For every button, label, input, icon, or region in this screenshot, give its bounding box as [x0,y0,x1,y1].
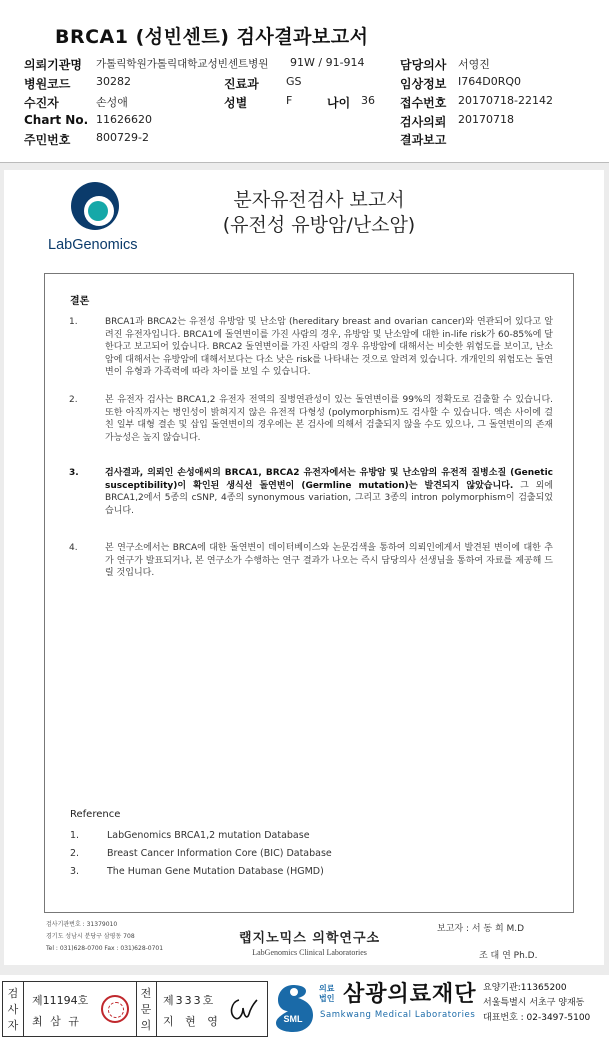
item-text: 본 연구소에서는 BRCA에 대한 돌연변이 데이터베이스와 논문검색을 통하여 의뢰인에게서 발견된 변이에 대한 추가 연구가 발표되거나, 본 연구소가 수행하는 연구 결과가 나오는 즉시 담당의사 선생님을 통하여 자료를 제공해 드릴 것입니다. [105,543,553,579]
item-text: BRCA1과 BRCA2는 유전성 유방암 및 난소암 (hereditary breast and ovarian cancer)와 연관되어 있다고 알려진 유전자입니다. BRCA1에 돌연변이를 가진 사람의 경우, 유방암 및 난소암에 대한 in-life risk가 60-85%에 달한다고 보고되어 있습니다. BRCA2 돌연변이를 가진 사람의 경우 유방암에 대해서는 비슷한 위험도를 보이고, 난소암에 대해서는 유방암에 대해서보다는 다소 낮은 risk를 나타내는 것으로 알려져 있습니다. 개개인의 위험도는 돌연변이 유형과 가족력에 따라 차이를 보일 수 있습니다. [105,317,553,378]
header-row-id [0,131,609,149]
header-row-chart [0,113,609,131]
clinical-info-label: 임상정보 [400,77,447,91]
doctor-value: 서영진 [458,58,490,71]
signature-box [2,981,268,1037]
item-text-rest: 그 외에 BRCA1,2에서 5종의 cSNP, 4종의 synonymous variation, 그리고 3종의 intron polymorphism이 검출되었습니다. [105,480,553,516]
main-phone: 대표번호 : 02-3497-5100 [483,1013,591,1023]
lab-address: 경기도 성남시 분당구 삼평동 708 [46,933,135,940]
chart-no-label: Chart No. [24,113,89,127]
lab-name [239,927,380,957]
ward-value: 91W / 91-914 [290,56,365,69]
item-number: 2. [69,395,78,405]
receipt-no-label: 접수번호 [400,96,447,110]
signature-icon [225,994,261,1026]
header-row-hospital [0,75,609,93]
resident-no-value: 800729-2 [96,131,149,144]
examiner-name: 최 삼 규 [32,1015,81,1028]
examiner-label: 검사자 [7,987,19,1032]
foundation-address: 서울특별시 서초구 양재동 [483,998,585,1008]
request-date-value: 20170718 [458,113,514,126]
care-institution-code: 요양기관:11365200 [483,983,567,993]
reference-item [70,830,550,844]
report-title-line1: 분자유전검사 보고서 [233,189,405,211]
receipt-no-value: 20170718-22142 [458,94,553,107]
reference-heading: Reference [70,809,121,820]
reference-text: The Human Gene Mutation Database (HGMD) [107,866,324,877]
legal-line-1: 의료 [319,984,335,993]
logo-text: LabGenomics [48,237,138,253]
examiner-license: 제11194호 [32,994,89,1007]
chart-no-value: 11626620 [96,113,152,126]
divider [136,982,137,1036]
header-row-institution [0,56,609,74]
sex-label: 성별 [224,96,248,110]
sex-value: F [286,94,293,107]
department-label: 진료과 [224,77,259,91]
report-title [199,188,439,238]
item-text-bold: 검사결과, 의뢰인 손성애씨의 BRCA1, BRCA2 유전자에서는 유방암 및 난소암의 유전적 질병소질 (Genetic susceptibility)이 확인된 생식선 돌연변이 (Germline mutation)는 발견되지 않았습니다. [105,468,553,491]
lab-name-korean: 랩지노믹스 의학연구소 [239,931,381,946]
license-number: 검사기관번호 : 31379010 [46,921,118,928]
patient-value: 손성애 [96,96,128,109]
report-header [0,0,609,163]
report-sheet [4,170,604,965]
conclusion-heading: 결론 [70,296,90,307]
sml-logo-icon [270,983,316,1033]
specialist-label: 전문의 [140,987,152,1032]
age-label: 나이 [327,96,351,110]
specialist-license: 제333호 [163,994,216,1007]
legal-line-2: 법인 [319,994,335,1003]
foundation-name-english: Samkwang Medical Laboratories [320,1010,476,1020]
foundation-name: 삼광의료재단 [343,982,477,1007]
item-text [105,467,553,517]
reporter: 보고자 : 서 동 희 M.D [437,924,525,934]
resident-no-label: 주민번호 [24,133,71,147]
department-value: GS [286,75,302,88]
item-text: 본 유전자 검사는 BRCA1,2 유전자 전역의 질병연관성이 있는 돌연변이를 99%의 정확도로 검출할 수 있습니다. 또한 아직까지는 병인성이 밝혀지지 않은 유전적 다형성 (polymorphism)도 검사할 수 있습니다. 엑손 사이에 걸친 일부 대형 결손 및 삽입 돌연변이의 경우에는 본 검사에 의해서 검출되지 않을 수도 있으나, 그 돌연변이의 존재 가능성은 높지 않습니다. [105,395,553,443]
specialist-name: 지 현 영 [163,1015,222,1028]
director: 조 대 연 Ph.D. [479,951,538,961]
hospital-code-value: 30282 [96,75,131,88]
sml-badge-text: SML [283,1014,303,1024]
legal-entity-label [319,984,334,1004]
institution-label: 의뢰기관명 [24,58,82,72]
reference-item [70,866,550,880]
request-date-label: 검사의뢰 [400,115,447,129]
institution-value: 가톨릭학원가톨릭대학교성빈센트병원 [96,58,269,70]
report-title-line2: (유전성 유방암/난소암) [222,214,416,236]
item-number: 4. [69,543,78,553]
reference-number: 3. [70,866,80,877]
hospital-code-label: 병원코드 [24,77,71,91]
item-number: 3. [69,468,79,478]
foundation-info [483,981,590,1026]
age-value: 36 [361,94,375,107]
reference-number: 1. [70,830,80,841]
page-title: BRCA1 (성빈센트) 검사결과보고서 [55,26,369,48]
footer-bar [0,975,609,1045]
divider [156,982,157,1036]
lab-phone: Tel : 031)628-0700 Fax : 031)628-0701 [46,945,164,952]
divider [23,982,24,1036]
item-number: 1. [69,317,78,327]
reference-text: LabGenomics BRCA1,2 mutation Database [107,830,310,841]
lab-name-english: LabGenomics Clinical Laboratories [252,948,367,957]
red-seal-icon [101,995,129,1023]
reference-text: Breast Cancer Information Core (BIC) Database [107,848,332,859]
conclusion-box [44,273,574,913]
clinical-info-value: I764D0RQ0 [458,75,522,88]
logo-dot-icon [88,201,108,221]
result-report-label: 결과보고 [400,133,447,147]
reference-number: 2. [70,848,80,859]
patient-label: 수진자 [24,96,59,110]
header-row-patient [0,94,609,112]
labgenomics-logo [48,182,148,253]
lab-contact-info [46,919,163,955]
doctor-label: 담당의사 [400,58,447,72]
reference-item [70,848,550,862]
